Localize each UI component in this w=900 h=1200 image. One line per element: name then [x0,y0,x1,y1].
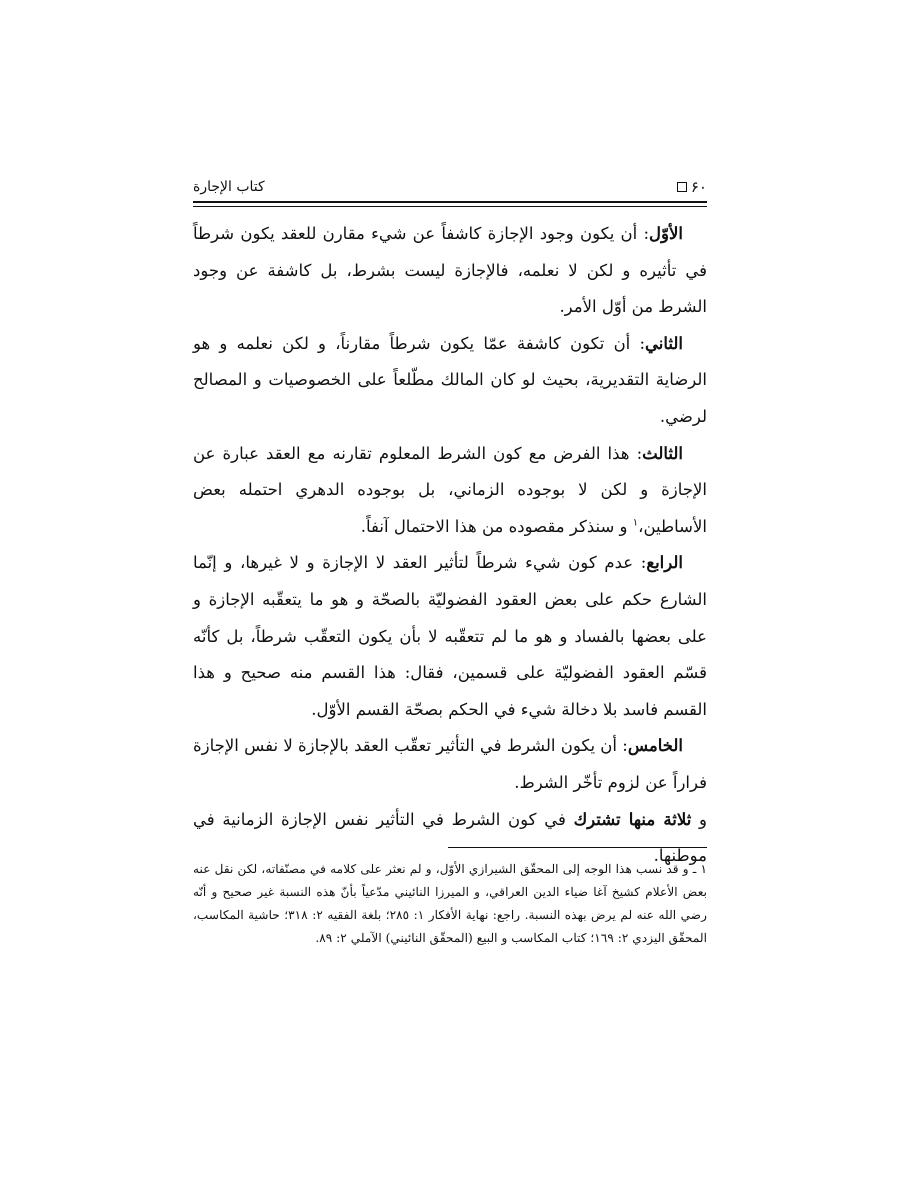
paragraph-second-text: : أن تكون كاشفة عمّا يكون شرطاً مقارناً، و لكن نعلمه و هو الرضاية التقديرية، بحيث لو كان المالك مطّلعاً على الخصوصيات و المصالح لرضي. [193,333,707,426]
header-rule-thick [193,201,707,203]
running-title: کتاب الإجارة [193,179,265,195]
paragraph-fifth-text: : أن يكون الشرط في التأثير تعقّب العقد بالإجازة لا نفس الإجازة فراراً عن لزوم تأخّر الشرط. [193,736,707,792]
closing-text: في كون الشرط في التأثير نفس الإجازة الزمانية في موطنها. [193,809,707,866]
paragraph-fourth-text: : عدم كون شيء شرطاً لتأثير العقد لا الإجازة و لا غيرها، و إنّما الشارع حكم على بعض العقود الفضوليّة بالصحّة و هو ما يتعقّبه الإجازة و على بعضها بالفساد و هو ما لم تتعقّبه لا بأن يكون التعقّب شرطاً، بل كأنّه قسّم العقود الفضوليّة على قسمين، فقال: هذا القسم منه صحيح و هذا القسم فاسد بلا دخالة شيء في الحكم بصحّة القسم الأوّل. [193,553,707,719]
term-fourth: الرابع [646,553,683,573]
page-number [677,178,707,196]
footnote-separator [448,847,707,848]
paragraph-first [193,216,707,326]
closing-term: ثلاثة منها تشترك [573,809,692,829]
term-fifth: الخامس [627,736,683,756]
footnote-text: ١ ـ و قد نسب هذا الوجه إلى المحقّق الشيرازي الأوّل، و لم نعثر على كلامه في مصنّفاته، لكن نقل عنه بعض الأعلام كشيخ آغا ضياء الدين العراقي، و الميرزا النائيني مدّعياً بأنّ هذه النسبة غير صحيح و أنّه رضي الله عنه لم يرض بهذه النسبة. راجع: نهاية الأفكار ١: ٢٨٥؛ بلغة الفقيه ٢: ٣١٨؛ حاشية المكاسب، المحقّق اليزدي ٢: ١٦٩؛ كتاب المكاسب و البيع (المحقّق النائيني) الآملي ٢: ٨٩. [193,862,708,945]
running-header [193,176,707,198]
paragraph-third [193,436,707,546]
square-icon [677,182,687,192]
paragraph-fourth [193,545,707,728]
paragraph-third-text: : هذا الفرض مع كون الشرط المعلوم تقارنه مع العقد عبارة عن الإجازة و لكن لا بوجوده الزماني، بل بوجوده الدهري احتمله بعض الأساطين، [193,443,707,536]
closing-prefix: و [691,809,707,829]
header-rule-thin [193,206,707,207]
main-text [193,216,707,875]
paragraph-second [193,326,707,436]
footnote [193,858,707,950]
term-third: الثالث [642,443,683,463]
paragraph-first-text: : أن يكون وجود الإجازة كاشفاً عن شيء مقارن للعقد يكون شرطاً في تأثيره و لكن لا نعلمه، فالإجازة ليست بشرط، بل كاشفة عن وجود الشرط من أوّل الأمر. [193,224,707,317]
paragraph-fifth [193,728,707,801]
term-second: الثاني [645,333,683,353]
footnote-marker[interactable]: ١ [632,517,639,529]
term-first: الأوّل [649,224,683,243]
paragraph-third-text-after: و سنذكر مقصوده من هذا الاحتمال آنفاً. [360,516,633,536]
page-number-text: ۶۰ [690,178,707,196]
